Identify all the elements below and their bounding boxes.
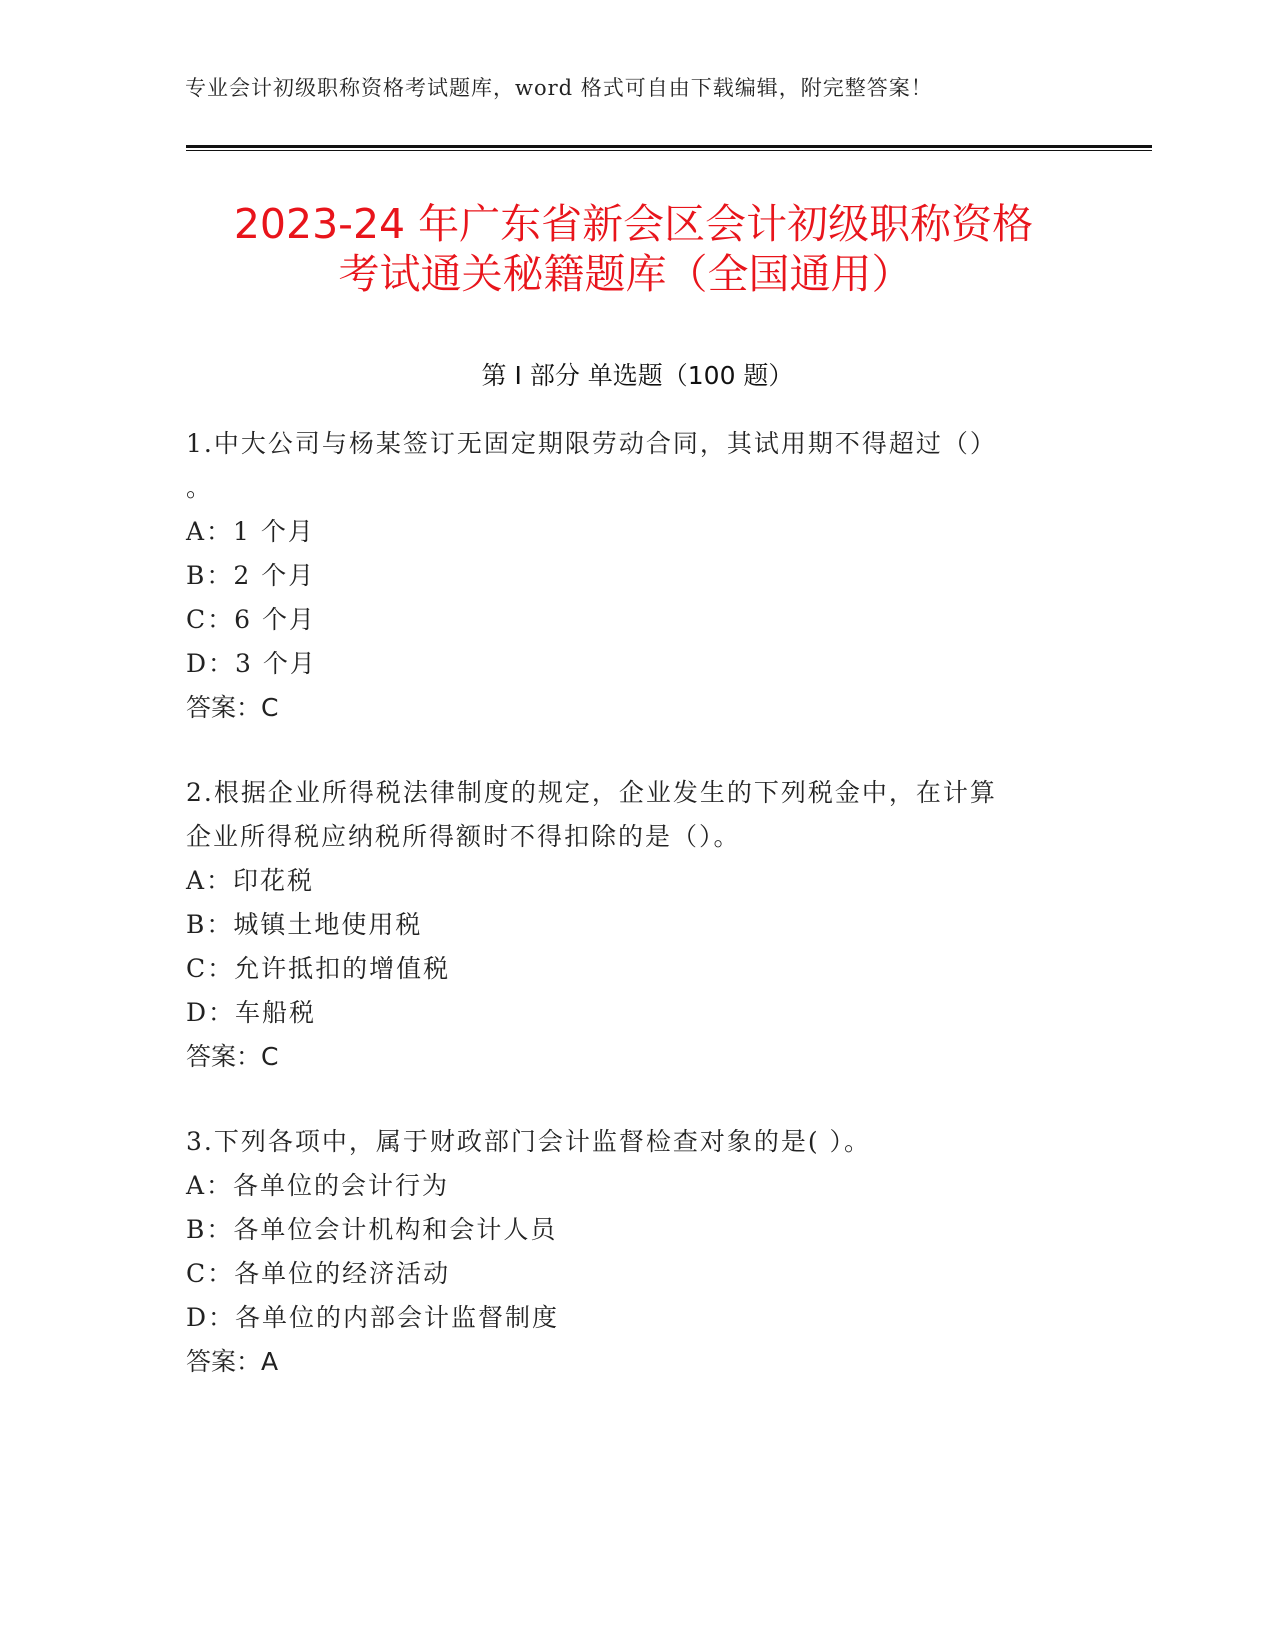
question-1-option-d: D：3 个月 bbox=[186, 649, 317, 678]
question-1-option-a: A：1 个月 bbox=[186, 517, 315, 546]
header-note: 专业会计初级职称资格考试题库，word 格式可自由下载编辑，附完整答案！ bbox=[185, 76, 933, 100]
question-3-option-c: C：各单位的经济活动 bbox=[186, 1259, 451, 1288]
section-heading: 第 I 部分 单选题（100 题） bbox=[481, 361, 794, 390]
question-3-answer: 答案：A bbox=[186, 1347, 279, 1376]
document-title-line-2: 考试通关秘籍题库（全国通用） bbox=[338, 250, 913, 298]
question-2-option-c: C：允许抵扣的增值税 bbox=[186, 954, 451, 983]
question-3-option-a: A：各单位的会计行为 bbox=[186, 1171, 450, 1200]
question-2-option-d: D：车船税 bbox=[186, 998, 317, 1027]
question-2-option-a: A：印花税 bbox=[186, 866, 315, 895]
question-3-stem-line-1: 3.下列各项中，属于财政部门会计监督检查对象的是( ）。 bbox=[186, 1127, 872, 1156]
question-3-option-d: D：各单位的内部会计监督制度 bbox=[186, 1303, 560, 1332]
question-1-stem-line-1: 1.中大公司与杨某签订无固定期限劳动合同，其试用期不得超过（） bbox=[186, 429, 997, 458]
document-title-line-1: 2023-24 年广东省新会区会计初级职称资格 bbox=[233, 200, 1034, 248]
question-2-stem-line-1: 2.根据企业所得税法律制度的规定，企业发生的下列税金中，在计算 bbox=[186, 778, 997, 807]
question-1-stem-line-2: 。 bbox=[186, 473, 214, 502]
question-3-option-b: B：各单位会计机构和会计人员 bbox=[186, 1215, 558, 1244]
header-rule-thick bbox=[186, 145, 1152, 148]
question-2-answer: 答案：C bbox=[186, 1042, 279, 1071]
question-2-option-b: B：城镇土地使用税 bbox=[186, 910, 423, 939]
header-rule-thin bbox=[186, 150, 1152, 151]
question-1-answer: 答案：C bbox=[186, 693, 279, 722]
question-1-option-c: C：6 个月 bbox=[186, 605, 316, 634]
question-2-stem-line-2: 企业所得税应纳税所得额时不得扣除的是（）。 bbox=[186, 822, 741, 851]
question-1-option-b: B：2 个月 bbox=[186, 561, 316, 590]
